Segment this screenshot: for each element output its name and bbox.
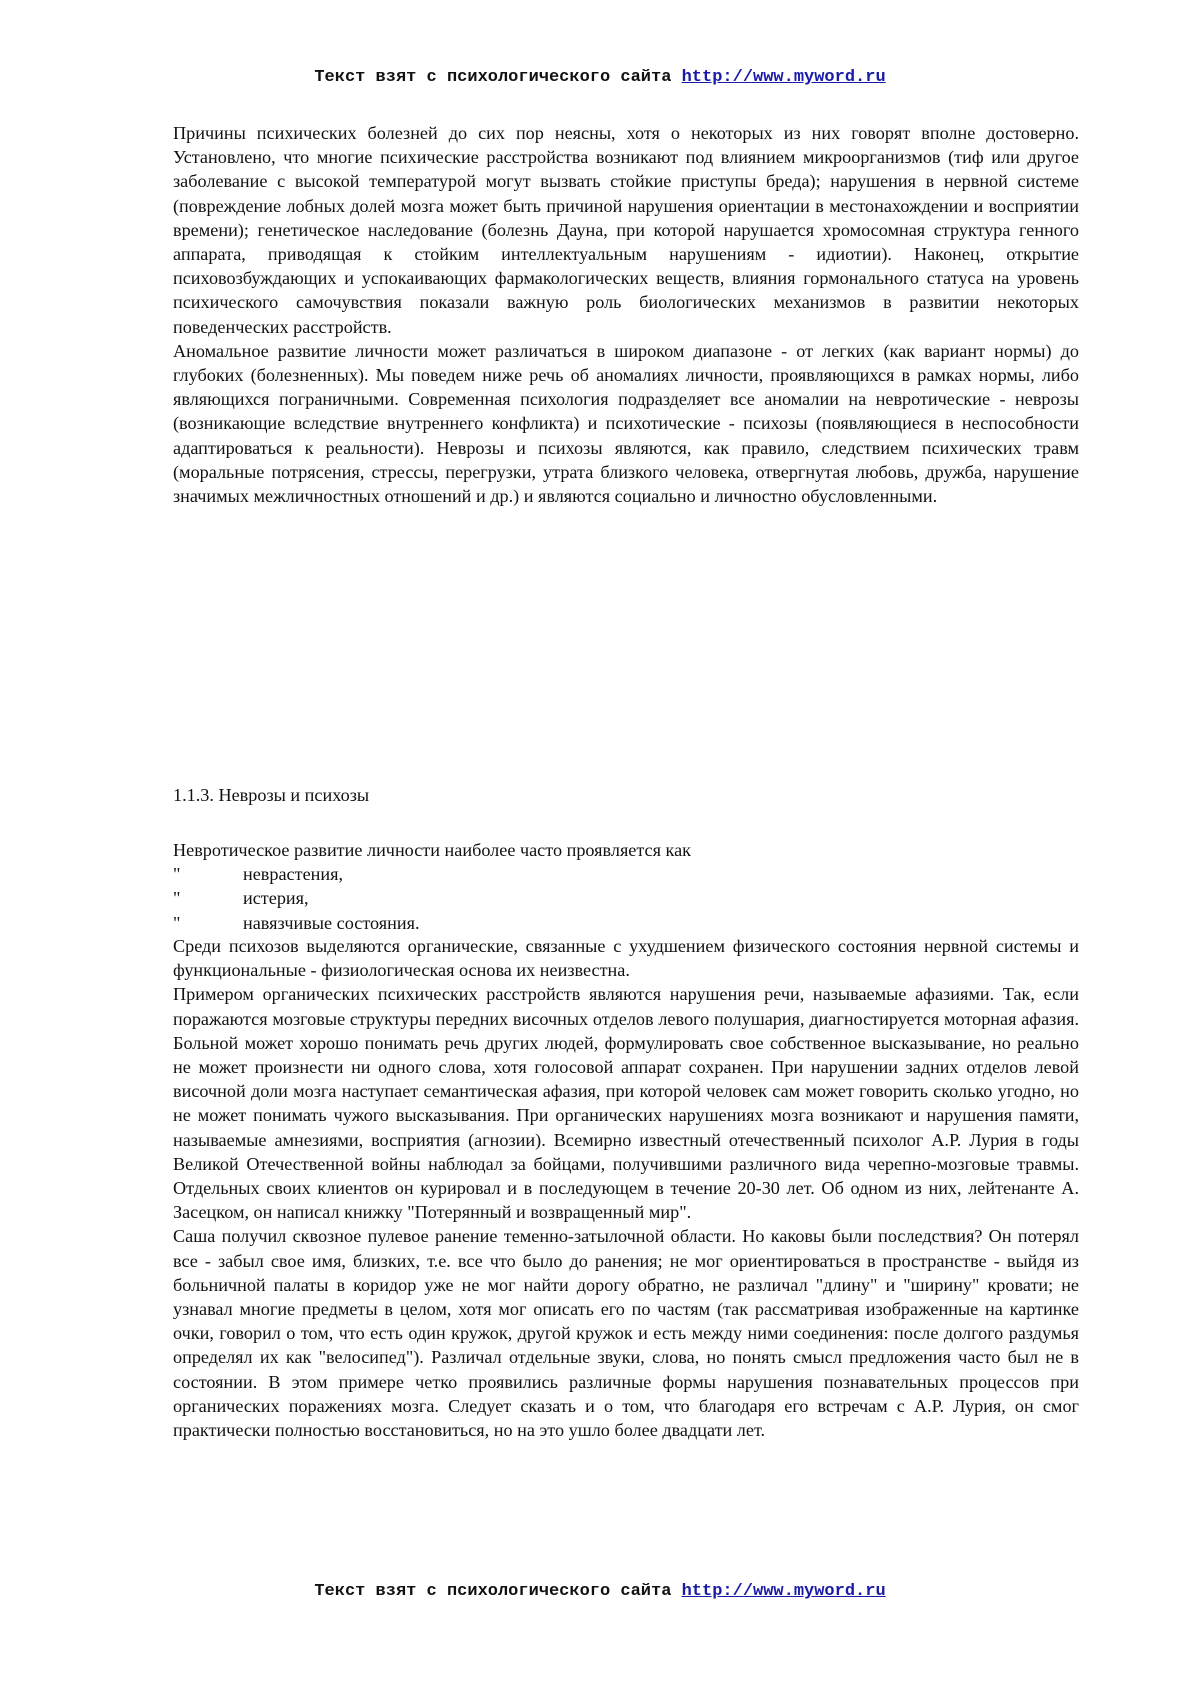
footer-link[interactable]: http://www.myword.ru (682, 1582, 886, 1601)
list-item (173, 862, 1079, 886)
page-footer (0, 1582, 1200, 1601)
section-heading-block (173, 783, 1079, 807)
intro-section (173, 121, 1079, 508)
paragraph-aphasia: Примером органических психических расстройств являются нарушения речи, называемые афазиями. Так, если поражаются мозговые структуры передних височных отделов левого полушария, диагностируется моторная афазия. Больной может хорошо понимать речь других людей, формулировать свое собственное высказывание, но реально не может произнести ни одного слова, хотя голосовой аппарат сохранен. При нарушении задних отделов левой височной доли мозга наступает семантическая афазия, при которой человек сам может говорить сколько угодно, но не может понимать чужого высказывания. При органических нарушениях мозга возникают и нарушения памяти, называемые амнезиями, восприятия (агнозии). Всемирно известный отечественный психолог А.Р. Лурия в годы Великой Отечественной войны наблюдал за бойцами, получившими различного вида черепно-мозговые травмы. Отдельных своих клиентов он курировал и в последующем в течение 20-30 лет. Об одном из них, лейтенанте А. Засецком, он написал книжку "Потерянный и возвращенный мир". (173, 982, 1079, 1224)
paragraph-sasha: Саша получил сквозное пулевое ранение теменно-затылочной области. Но каковы были последствия? Он потерял все - забыл свое имя, близких, т.е. все что было до ранения; не мог ориентироваться в пространстве - выйдя из больничной палаты в коридор уже не мог найти дорогу обратно, не различал "длину" и "ширину" кровати; не узнавал многие предметы в целом, хотя мог описать его по частям (так рассматривая изображенные на картинке очки, говорил о том, что есть один кружок, другой кружок и есть между ними соединения: после долгого раздумья определял их как "велосипед"). Различал отдельные звуки, слова, но понять смысл предложения часто был не в состоянии. В этом примере четко проявились различные формы нарушения познавательных процессов при органических поражениях мозга. Следует сказать и о том, что благодаря его встречам с А.Р. Лурия, он смог практически полностью восстановиться, но на это ушло более двадцати лет. (173, 1224, 1079, 1442)
header-link[interactable]: http://www.myword.ru (682, 68, 886, 87)
list-marker: " (173, 862, 243, 886)
list-item-text: истерия, (243, 886, 309, 910)
list-item-text: навязчивые состояния. (243, 911, 420, 935)
list-item-text: неврастения, (243, 862, 343, 886)
paragraph-psychoses: Среди психозов выделяются органические, связанные с ухудшением физического состояния нервной системы и функциональные - физиологическая основа их неизвестна. (173, 934, 1079, 982)
list-marker: " (173, 886, 243, 910)
neurosis-list-section (173, 838, 1079, 935)
list-marker: " (173, 911, 243, 935)
header-text: Текст взят с психологического сайта (314, 68, 681, 87)
section-heading: 1.1.3. Неврозы и психозы (173, 783, 1079, 807)
paragraph-causes: Причины психических болезней до сих пор неясны, хотя о некоторых из них говорят вполне достоверно. Установлено, что многие психические расстройства возникают под влиянием микроорганизмов (тиф или другое заболевание с высокой температурой могут вызвать стойкие приступы бреда); нарушения в нервной системе (повреждение лобных долей мозга может быть причиной нарушения ориентации в местонахождении и восприятии времени); генетическое наследование (болезнь Дауна, при которой нарушается хромосомная структура генного аппарата, приводящая к стойким интеллектуальным нарушениям - идиотии). Наконец, открытие психовозбуждающих и успокаивающих фармакологических веществ, влияния гормонального статуса на уровень психического самочувствия показали важную роль биологических механизмов в развитии некоторых поведенческих расстройств. (173, 121, 1079, 339)
list-item (173, 911, 1079, 935)
intro-line: Невротическое развитие личности наиболее часто проявляется как (173, 838, 1079, 862)
footer-text: Текст взят с психологического сайта (314, 1582, 681, 1601)
document-page (0, 0, 1200, 1698)
list-item (173, 886, 1079, 910)
psychosis-section (173, 934, 1079, 1442)
paragraph-anomalies: Аномальное развитие личности может различаться в широком диапазоне - от легких (как вариант нормы) до глубоких (болезненных). Мы поведем ниже речь об аномалиях личности, проявляющихся в рамках нормы, либо являющихся пограничными. Современная психология подразделяет все аномалии на невротические - неврозы (возникающие вследствие внутреннего конфликта) и психотические - психозы (появляющиеся в неспособности адаптироваться к реальности). Неврозы и психозы являются, как правило, следствием психических травм (моральные потрясения, стрессы, перегрузки, утрата близкого человека, отвергнутая любовь, дружба, нарушение значимых межличностных отношений и др.) и являются социально и личностно обусловленными. (173, 339, 1079, 508)
page-header (0, 68, 1200, 87)
